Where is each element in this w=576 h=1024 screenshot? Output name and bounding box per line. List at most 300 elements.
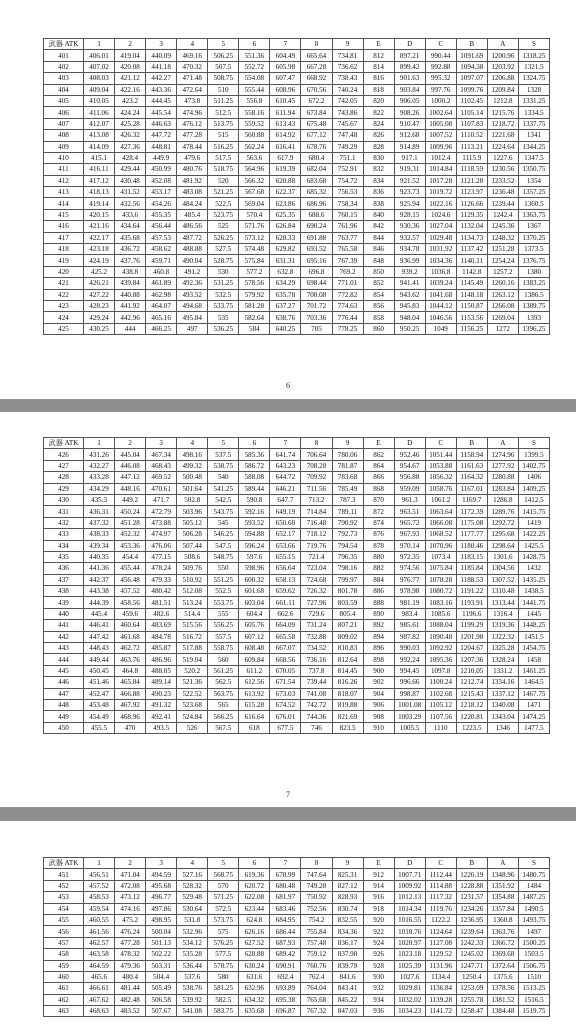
table-row: [44, 869, 550, 880]
value-cell: 563.75: [208, 688, 239, 699]
value-cell: 528.75: [208, 255, 239, 266]
column-header: 5: [208, 438, 239, 449]
table-row: [44, 631, 550, 642]
value-cell: 481.51: [146, 597, 177, 608]
value-cell: 799.97: [332, 574, 363, 585]
value-cell: 631.6: [239, 971, 270, 982]
value-cell: 1117.32: [425, 892, 456, 903]
value-cell: 1141.72: [425, 1006, 456, 1017]
column-header: 1: [84, 858, 115, 869]
value-cell: 738.43: [332, 73, 363, 84]
value-cell: 1025.39: [394, 960, 425, 971]
value-cell: 573.12: [239, 232, 270, 243]
value-cell: 522.52: [177, 688, 208, 699]
atk-level-cell: 439: [44, 597, 84, 608]
value-cell: 837.98: [332, 949, 363, 960]
value-cell: 476.24: [115, 926, 146, 937]
value-cell: 724.68: [301, 574, 332, 585]
value-cell: 959.09: [394, 483, 425, 494]
table-row: [44, 699, 550, 710]
table-row: [44, 209, 550, 220]
value-cell: 670.05: [270, 665, 301, 676]
value-cell: 1250.4: [456, 971, 487, 982]
value-cell: 1029.81: [394, 983, 425, 994]
value-cell: 607.12: [239, 631, 270, 642]
value-cell: 939.2: [394, 266, 425, 277]
value-cell: 472.08: [115, 880, 146, 891]
atk-level-cell: 425: [44, 323, 84, 334]
value-cell: 1061.2: [425, 494, 456, 505]
value-cell: 714.84: [301, 506, 332, 517]
value-cell: 623.86: [270, 198, 301, 209]
value-cell: 746: [301, 722, 332, 733]
value-cell: 860: [363, 323, 394, 334]
table-row: [44, 244, 550, 255]
value-cell: 1041.68: [425, 289, 456, 300]
value-cell: 1221.68: [487, 130, 518, 141]
value-cell: 1224.64: [487, 141, 518, 152]
value-cell: 504.4: [146, 971, 177, 982]
value-cell: 920: [363, 914, 394, 925]
value-cell: 490.23: [146, 688, 177, 699]
value-cell: 541.25: [208, 483, 239, 494]
value-cell: 1051.44: [425, 449, 456, 460]
value-cell: 1328: [518, 84, 549, 95]
value-cell: 794.54: [332, 540, 363, 551]
value-cell: 1506.75: [518, 960, 549, 971]
value-cell: 439.34: [84, 540, 115, 551]
value-cell: 685.32: [301, 187, 332, 198]
value-cell: 456.51: [84, 869, 115, 880]
value-cell: 482.48: [115, 994, 146, 1005]
value-cell: 414.09: [84, 141, 115, 152]
column-header: 3: [146, 39, 177, 50]
value-cell: 525: [208, 221, 239, 232]
value-cell: 836: [363, 187, 394, 198]
value-cell: 641.74: [270, 449, 301, 460]
value-cell: 635.68: [239, 1006, 270, 1017]
value-cell: 1206.88: [487, 73, 518, 84]
value-cell: 454.26: [146, 198, 177, 209]
value-cell: 422.17: [84, 232, 115, 243]
value-cell: 496.77: [146, 892, 177, 903]
table-row: [44, 665, 550, 676]
value-cell: 478.24: [146, 563, 177, 574]
value-cell: 469.52: [146, 472, 177, 483]
value-cell: 671.54: [270, 677, 301, 688]
column-header: 5: [208, 39, 239, 50]
value-cell: 472.64: [177, 84, 208, 95]
value-cell: 570.4: [239, 209, 270, 220]
value-cell: 1080.72: [425, 586, 456, 597]
value-cell: 1191.22: [456, 586, 487, 597]
value-cell: 1242.4: [487, 209, 518, 220]
value-cell: 930: [363, 971, 394, 982]
value-cell: 464.07: [146, 300, 177, 311]
value-cell: 485.4: [177, 209, 208, 220]
value-cell: 1088.04: [425, 620, 456, 631]
atk-level-cell: 405: [44, 95, 84, 106]
value-cell: 945.83: [394, 300, 425, 311]
column-header: D: [394, 858, 425, 869]
value-cell: 1493.75: [518, 914, 549, 925]
value-cell: 908.26: [394, 107, 425, 118]
value-cell: 996.66: [394, 677, 425, 688]
value-cell: 438.33: [84, 529, 115, 540]
column-header: 9: [332, 858, 363, 869]
value-cell: 643.23: [270, 460, 301, 471]
value-cell: 870: [363, 494, 394, 505]
value-cell: 978.98: [394, 586, 425, 597]
value-cell: 736.62: [332, 61, 363, 72]
value-cell: 1490.5: [518, 903, 549, 914]
value-cell: 583.75: [208, 1006, 239, 1017]
table-row: [44, 221, 550, 232]
value-cell: 453.48: [84, 699, 115, 710]
table-row: [44, 608, 550, 619]
value-cell: 1471: [518, 699, 549, 710]
atk-level-cell: 456: [44, 926, 84, 937]
column-header: 4: [177, 39, 208, 50]
value-cell: 449.44: [84, 654, 115, 665]
column-header: S: [518, 858, 549, 869]
value-cell: 489.14: [146, 677, 177, 688]
value-cell: 1058.76: [425, 483, 456, 494]
value-cell: 1063.64: [425, 506, 456, 517]
value-cell: 908: [363, 711, 394, 722]
value-cell: 630.24: [239, 960, 270, 971]
value-cell: 447.12: [115, 472, 146, 483]
atk-level-cell: 459: [44, 960, 84, 971]
value-cell: 667.07: [270, 643, 301, 654]
value-cell: 482.6: [146, 608, 177, 619]
value-cell: 934: [363, 994, 394, 1005]
value-cell: 1393: [518, 312, 549, 323]
value-cell: 756.53: [332, 187, 363, 198]
value-cell: 1027.04: [425, 221, 456, 232]
value-cell: 765.68: [301, 994, 332, 1005]
value-cell: 1012.4: [425, 152, 456, 163]
column-header: B: [456, 858, 487, 869]
value-cell: 546.25: [208, 529, 239, 540]
value-cell: 458.62: [146, 244, 177, 255]
value-cell: 623.44: [239, 903, 270, 914]
value-cell: 1354.88: [487, 892, 518, 903]
value-cell: 494.59: [146, 869, 177, 880]
value-cell: 450.45: [84, 665, 115, 676]
value-cell: 897.21: [394, 50, 425, 61]
value-cell: 1425.5: [518, 540, 549, 551]
value-cell: 764.04: [301, 983, 332, 994]
value-cell: 440.09: [146, 50, 177, 61]
value-cell: 616.41: [270, 141, 301, 152]
value-cell: 932.57: [394, 232, 425, 243]
value-cell: 421.12: [115, 73, 146, 84]
value-cell: 571.25: [208, 892, 239, 903]
value-cell: 529.48: [177, 892, 208, 903]
value-cell: 1234.26: [456, 903, 487, 914]
value-cell: 421.16: [84, 221, 115, 232]
value-cell: 899.42: [394, 61, 425, 72]
value-cell: 596.24: [239, 540, 270, 551]
value-cell: 474.97: [146, 529, 177, 540]
value-cell: 1255.78: [456, 994, 487, 1005]
value-cell: 686.44: [270, 926, 301, 937]
value-cell: 488.05: [146, 665, 177, 676]
value-cell: 954.67: [394, 460, 425, 471]
value-cell: 983.4: [394, 608, 425, 619]
value-cell: 823.5: [332, 722, 363, 733]
value-cell: 902: [363, 677, 394, 688]
atk-level-cell: 435: [44, 551, 84, 562]
value-cell: 904: [363, 688, 394, 699]
value-cell: 492.36: [177, 278, 208, 289]
value-cell: 970.14: [394, 540, 425, 551]
value-cell: 1484: [518, 880, 549, 891]
value-cell: 852: [363, 278, 394, 289]
value-cell: 461.89: [146, 278, 177, 289]
value-cell: 858: [363, 312, 394, 323]
value-cell: 524.84: [177, 711, 208, 722]
value-cell: 419.04: [115, 50, 146, 61]
value-cell: 449.2: [115, 494, 146, 505]
value-cell: 684.95: [270, 914, 301, 925]
value-cell: 922: [363, 926, 394, 937]
value-cell: 691.88: [301, 232, 332, 243]
atk-level-cell: 403: [44, 73, 84, 84]
value-cell: 678.76: [301, 141, 332, 152]
table-row: [44, 460, 550, 471]
value-cell: 787.3: [332, 494, 363, 505]
value-cell: 419.14: [84, 198, 115, 209]
value-cell: 632.96: [239, 983, 270, 994]
value-cell: 1370.25: [518, 232, 549, 243]
value-cell: 812: [363, 50, 394, 61]
value-cell: 1324.75: [518, 73, 549, 84]
value-cell: 1516.5: [518, 994, 549, 1005]
value-cell: 801.78: [332, 586, 363, 597]
value-cell: 826: [363, 130, 394, 141]
value-cell: 1019.72: [425, 187, 456, 198]
value-cell: 1212.74: [456, 677, 487, 688]
value-cell: 423.18: [84, 244, 115, 255]
value-cell: 448.16: [115, 483, 146, 494]
column-header: C: [425, 438, 456, 449]
value-cell: 451.28: [115, 517, 146, 528]
value-cell: 992.24: [394, 654, 425, 665]
value-cell: 530: [208, 266, 239, 277]
value-cell: 516.72: [177, 631, 208, 642]
value-cell: 936.99: [394, 255, 425, 266]
value-cell: 834: [363, 175, 394, 186]
value-cell: 473.8: [177, 95, 208, 106]
table-row: [44, 232, 550, 243]
value-cell: 780.06: [332, 449, 363, 460]
value-cell: 1046.56: [425, 312, 456, 323]
value-cell: 534.12: [177, 937, 208, 948]
value-cell: 900: [363, 665, 394, 676]
value-cell: 543.75: [208, 506, 239, 517]
value-cell: 868: [363, 483, 394, 494]
value-cell: 814: [363, 61, 394, 72]
table-row: [44, 494, 550, 505]
atk-level-cell: 431: [44, 506, 84, 517]
value-cell: 903.84: [394, 84, 425, 95]
value-cell: 452.08: [146, 175, 177, 186]
value-cell: 1001.08: [394, 699, 425, 710]
atk-level-cell: 402: [44, 61, 84, 72]
value-cell: 950.25: [394, 323, 425, 334]
value-cell: 434.29: [84, 483, 115, 494]
value-cell: 501.64: [177, 483, 208, 494]
value-cell: 564.96: [239, 164, 270, 175]
value-cell: 528.32: [177, 880, 208, 891]
value-cell: 1053.88: [425, 460, 456, 471]
atk-level-cell: 420: [44, 266, 84, 277]
value-cell: 1318.25: [518, 50, 549, 61]
value-cell: 495.68: [146, 880, 177, 891]
value-cell: 838: [363, 198, 394, 209]
value-cell: 530.64: [177, 903, 208, 914]
value-cell: 598.96: [239, 563, 270, 574]
value-cell: 1280.88: [487, 472, 518, 483]
value-cell: 411.06: [84, 107, 115, 118]
value-cell: 1438.5: [518, 586, 549, 597]
value-cell: 888: [363, 597, 394, 608]
value-cell: 426.21: [84, 278, 115, 289]
table-header-row: [44, 858, 550, 869]
value-cell: 886: [363, 586, 394, 597]
value-cell: 410.05: [84, 95, 115, 106]
value-cell: 481.92: [177, 175, 208, 186]
value-cell: 558.75: [208, 643, 239, 654]
value-cell: 708.28: [301, 460, 332, 471]
atk-level-cell: 417: [44, 232, 84, 243]
value-cell: 425.2: [84, 266, 115, 277]
value-cell: 1313.44: [487, 597, 518, 608]
value-cell: 457.52: [115, 586, 146, 597]
value-cell: 1083.16: [425, 597, 456, 608]
value-cell: 729.6: [301, 608, 332, 619]
value-cell: 1321.5: [518, 61, 549, 72]
value-cell: 470.61: [146, 483, 177, 494]
value-cell: 442.37: [84, 574, 115, 585]
atk-level-cell: 436: [44, 563, 84, 574]
table-row: [44, 323, 550, 334]
value-cell: 622.37: [270, 187, 301, 198]
value-cell: 1435.25: [518, 574, 549, 585]
value-cell: 535: [208, 312, 239, 323]
value-cell: 665.58: [270, 631, 301, 642]
value-cell: 568.75: [208, 869, 239, 880]
table-row: [44, 971, 550, 982]
value-cell: 511.25: [208, 95, 239, 106]
value-cell: 832: [363, 164, 394, 175]
value-cell: 1396.25: [518, 323, 549, 334]
value-cell: 1260.16: [487, 278, 518, 289]
value-cell: 575: [208, 926, 239, 937]
value-cell: 1121.28: [456, 175, 487, 186]
value-cell: 562.5: [208, 677, 239, 688]
column-header: 2: [115, 438, 146, 449]
value-cell: 1274.96: [487, 449, 518, 460]
value-cell: 803.59: [332, 597, 363, 608]
value-cell: 912: [363, 869, 394, 880]
value-cell: 1363.76: [487, 926, 518, 937]
value-cell: 577.2: [239, 266, 270, 277]
value-cell: 1412.5: [518, 494, 549, 505]
value-cell: 763.77: [332, 232, 363, 243]
value-cell: 450.24: [115, 506, 146, 517]
value-cell: 1110: [425, 722, 456, 733]
table-row: [44, 937, 550, 948]
atk-level-cell: 437: [44, 574, 84, 585]
value-cell: 462.72: [115, 643, 146, 654]
value-cell: 683.46: [270, 903, 301, 914]
value-cell: 470: [115, 722, 146, 733]
value-cell: 441.36: [84, 563, 115, 574]
value-cell: 1428.75: [518, 551, 549, 562]
value-cell: 1124.64: [425, 926, 456, 937]
column-header: E: [363, 858, 394, 869]
value-cell: 428.23: [84, 300, 115, 311]
value-cell: 1039.24: [425, 278, 456, 289]
atk-level-cell: 445: [44, 665, 84, 676]
atk-level-cell: 430: [44, 494, 84, 505]
value-cell: 1126.66: [456, 198, 487, 209]
value-cell: 1369.68: [487, 949, 518, 960]
atk-level-cell: 455: [44, 914, 84, 925]
column-header: 7: [270, 858, 301, 869]
value-cell: 709.92: [301, 472, 332, 483]
table-row: [44, 949, 550, 960]
value-cell: 1105.12: [425, 699, 456, 710]
value-cell: 592.16: [239, 506, 270, 517]
value-cell: 456.48: [115, 574, 146, 585]
value-cell: 742.05: [332, 95, 363, 106]
value-cell: 693.52: [301, 244, 332, 255]
value-cell: 458.53: [84, 892, 115, 903]
value-cell: 1012.13: [394, 892, 425, 903]
value-cell: 1215.43: [456, 688, 487, 699]
column-header: 4: [177, 438, 208, 449]
value-cell: 514.4: [177, 608, 208, 619]
value-cell: 695.16: [301, 255, 332, 266]
value-cell: 483.52: [115, 1006, 146, 1017]
value-cell: 470.32: [177, 61, 208, 72]
atk-table: [43, 437, 550, 734]
value-cell: 1334.16: [487, 677, 518, 688]
value-cell: 561.25: [208, 665, 239, 676]
table-row: [44, 84, 550, 95]
value-cell: 613.92: [239, 688, 270, 699]
value-cell: 506.25: [208, 50, 239, 61]
value-cell: 1348.96: [487, 869, 518, 880]
value-cell: 437.32: [84, 517, 115, 528]
value-cell: 467.62: [84, 994, 115, 1005]
value-cell: 884: [363, 574, 394, 585]
atk-level-cell: 415: [44, 209, 84, 220]
value-cell: 447.42: [84, 631, 115, 642]
value-cell: 901.63: [394, 73, 425, 84]
value-cell: 485.87: [146, 643, 177, 654]
value-cell: 468.63: [84, 1006, 115, 1017]
value-cell: 1245.02: [456, 949, 487, 960]
column-header: 5: [208, 858, 239, 869]
value-cell: 755.84: [301, 926, 332, 937]
value-cell: 760.76: [301, 960, 332, 971]
value-cell: 696.8: [301, 266, 332, 277]
